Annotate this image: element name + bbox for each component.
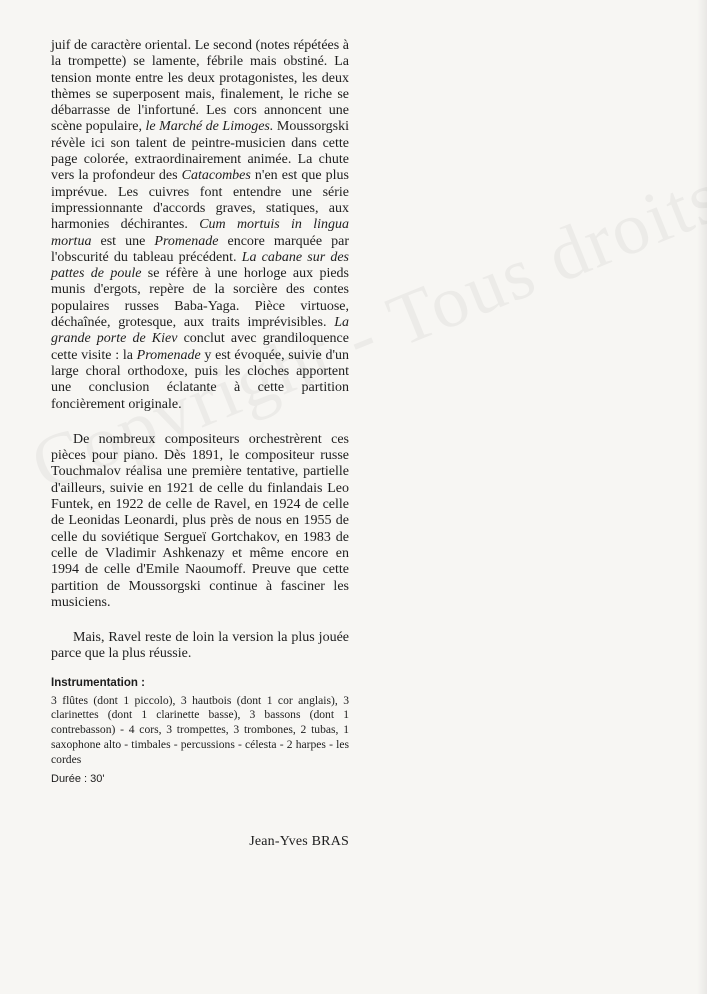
paragraph-ravel: Mais, Ravel reste de loin la version la plus jouée parce que la plus réussie.	[51, 630, 349, 662]
paragraph-text: se réfère à une horloge aux pieds munis d'ergots, repère de la sorcière des contes populaires russes Baba-Yaga. Pièce virtuose, déchaînée, grotesque, aux traits imprévisibles.	[51, 266, 350, 331]
instrumentation-title: Instrumentation :	[51, 676, 145, 689]
spacer	[51, 663, 349, 676]
paragraph-text: juif de caractère oriental. Le second (notes répétées à la trompette) se lamente, fébrile mais obstiné. La tension monte entre les deux protagonistes, les deux thèmes se superposent mais, finalement, le riche se débarrasse de l'infortuné. Les cors annoncent une scène populaire,	[51, 38, 349, 135]
paragraph-text: n'en est que plus imprévue. Les cuivres font entendre une série impressionnante d'accords graves, statiques, aux harmonies déchirantes.	[51, 168, 350, 233]
spacer	[51, 413, 349, 432]
title-la-cabane: La cabane sur des pattes de poule	[51, 249, 349, 282]
author-signature: Jean-Yves BRAS	[249, 834, 349, 849]
text-column	[51, 38, 349, 786]
title-marche-de-limoges: le Marché de Limoges.	[145, 119, 274, 135]
paragraph-text: conclut avec grandiloquence cette visite : la	[51, 331, 349, 363]
title-catacombes: Catacombes	[181, 168, 251, 184]
paragraph-text: y est évoquée, suivie d'un large choral orthodoxe, puis les cloches apportent une conclusion éclatante à cette partition foncièrement originale.	[51, 347, 349, 412]
paragraph-text: Moussorgski révèle ici son talent de peintre-musicien dans cette page colorée, extraordinairement animée. La chute vers la profondeur des	[51, 119, 349, 184]
paragraph-text: est une	[91, 233, 155, 249]
paragraph-movements	[51, 38, 349, 413]
paragraph-orchestrations: De nombreux compositeurs orchestrèrent ces pièces pour piano. Dès 1891, le compositeur russe Touchmalov réalisa une première tentative, partielle d'ailleurs, suivie en 1921 de celle du finlandais Leo Funtek, en 1922 de celle de Ravel, en 1924 de celle de Leonidas Leonardi, plus près de nous en 1955 de celle du soviétique Sergueï Gortchakov, en 1983 de celle de Vladimir Ashkenazy et même encore en 1994 de celle d'Emile Naoumoff. Preuve que cette partition de Moussorgski continue à fasciner les musiciens.	[51, 431, 349, 610]
instrumentation-list: 3 flûtes (dont 1 piccolo), 3 hautbois (dont 1 cor anglais), 3 clarinettes (dont 1 clarinette basse), 3 bassons (dont 1 contrebasson) - 4 cors, 3 trompettes, 3 trombones, 2 tubas, 1 saxophone alto - timbales - percussions - célesta - 2 harpes - les cordes	[51, 693, 349, 766]
paragraph-text: encore marquée par l'obscurité du tableau précédent.	[51, 233, 349, 265]
title-promenade: Promenade	[136, 347, 201, 363]
page-edge-shadow	[697, 0, 707, 994]
title-grande-porte-de-kiev: La grande porte de Kiev	[51, 315, 349, 347]
title-cum-mortuis: Cum mortuis in lingua mortua	[51, 217, 350, 249]
duration: Durée : 30'	[51, 772, 105, 785]
spacer	[51, 611, 349, 630]
title-promenade: Promenade	[154, 233, 219, 249]
